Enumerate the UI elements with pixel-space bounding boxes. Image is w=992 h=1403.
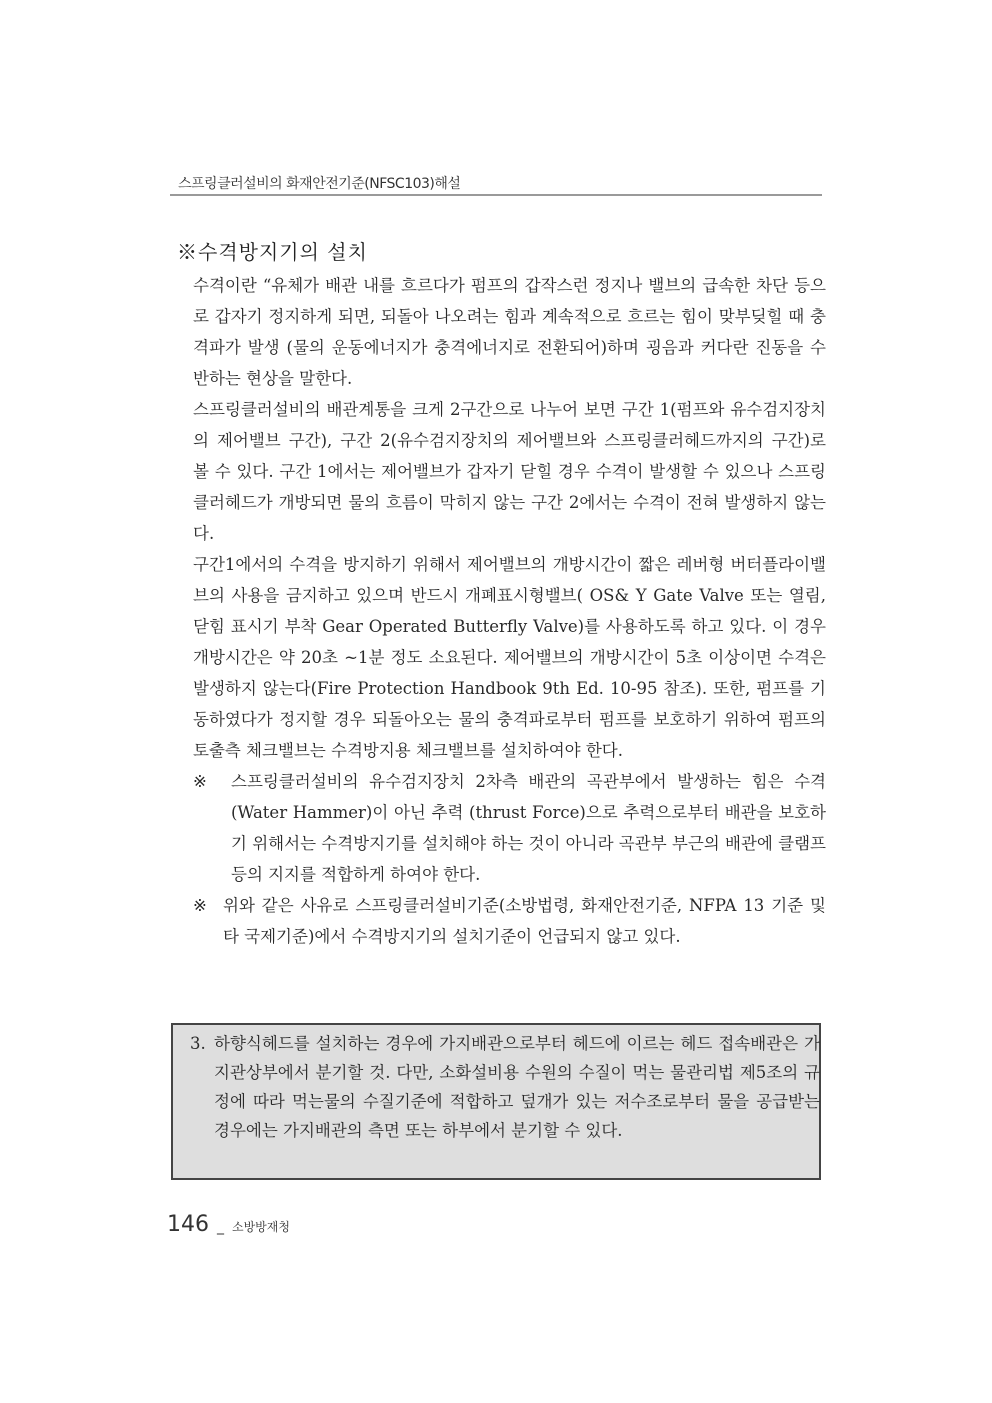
regulation-text: 하향식헤드를 설치하는 경우에 가지배관으로부터 헤드에 이르는 헤드 접속배관은 가지관상부에서 분기할 것. 다만, 소화설비용 수원의 수질이 먹는 물관리법 제5조의 규정에 따라 먹는물의 수질기준에 적합하고 덮개가 있는 저수조로부터 물을 공급받는 경우에는 가지배관의 측면 또는 하부에서 분기할 수 있다. xyxy=(214,1034,820,1140)
footer-organization: 소방방재청 xyxy=(232,1220,290,1234)
note-mark: ※ xyxy=(193,896,207,915)
regulation-number: 3. xyxy=(190,1034,206,1053)
page-number: 146 xyxy=(167,1212,209,1237)
section-title: ※수격방지기의 설치 xyxy=(177,240,368,264)
regulation-box-text xyxy=(190,1029,820,1145)
note-mark: ※ xyxy=(193,772,207,791)
paragraph-valve-prevention: 구간1에서의 수격을 방지하기 위해서 제어밸브의 개방시간이 짧은 레버형 버터플라이밸브의 사용을 금지하고 있으며 반드시 개폐표시형밸브( OS& Y Gate Valve 또는 열림, 닫힘 표시기 부착 Gear Operated Butterfly Valve)를 사용하도록 하고 있다. 이 경우 개방시간은 약 20초 ~1분 정도 소요된다. 제어밸브의 개방시간이 5초 이상이면 수격은 발생하지 않는다(Fire Protection Handbook 9th Ed. 10-95 참조). 또한, 펌프를 기동하였다가 정지할 경우 되돌아오는 물의 충격파로부터 펌프를 보호하기 위하여 펌프의 토출측 체크밸브는 수격방지용 체크밸브를 설치하여야 한다. xyxy=(193,555,826,760)
note-text: 스프링클러설비의 유수검지장치 2차측 배관의 곡관부에서 발생하는 힘은 수격(Water Hammer)이 아닌 추력 (thrust Force)으로 추력으로부터 배관을 보호하기 위해서는 수격방지기를 설치해야 하는 것이 아니라 곡관부 부근의 배관에 클램프 등의 지지를 적합하게 하여야 한다. xyxy=(231,772,826,884)
footer-separator: _ xyxy=(217,1219,224,1235)
note-text: 위와 같은 사유로 스프링클러설비기준(소방법령, 화재안전기준, NFPA 13 기준 및 타 국제기준)에서 수격방지기의 설치기준이 언급되지 않고 있다. xyxy=(223,896,826,946)
body-text xyxy=(193,270,826,952)
paragraph-piping-sections: 스프링클러설비의 배관계통을 크게 2구간으로 나누어 보면 구간 1(펌프와 유수검지장치의 제어밸브 구간), 구간 2(유수검지장치의 제어밸브와 스프링클러헤드까지의 구간)로 볼 수 있다. 구간 1에서는 제어밸브가 갑자기 닫힐 경우 수격이 발생할 수 있으나 스프링클러헤드가 개방되면 물의 흐름이 막히지 않는 구간 2에서는 수격이 전혀 발생하지 않는다. xyxy=(193,400,826,543)
header-divider xyxy=(170,194,822,196)
running-header: 스프링클러설비의 화재안전기준(NFSC103)해설 xyxy=(178,176,461,192)
page-footer xyxy=(167,1212,290,1237)
paragraph-water-hammer-definition: 수격이란 “유체가 배관 내를 흐르다가 펌프의 갑작스런 정지나 밸브의 급속한 차단 등으로 갑자기 정지하게 되면, 되돌아 나오려는 힘과 계속적으로 흐르는 힘이 맞부딪힐 때 충격파가 발생 (물의 운동에너지가 충격에너지로 전환되어)하며 굉음과 커다란 진동을 수반하는 현상을 말한다. xyxy=(193,276,826,388)
note-thrust-force xyxy=(193,766,826,890)
note-standards xyxy=(193,890,826,952)
